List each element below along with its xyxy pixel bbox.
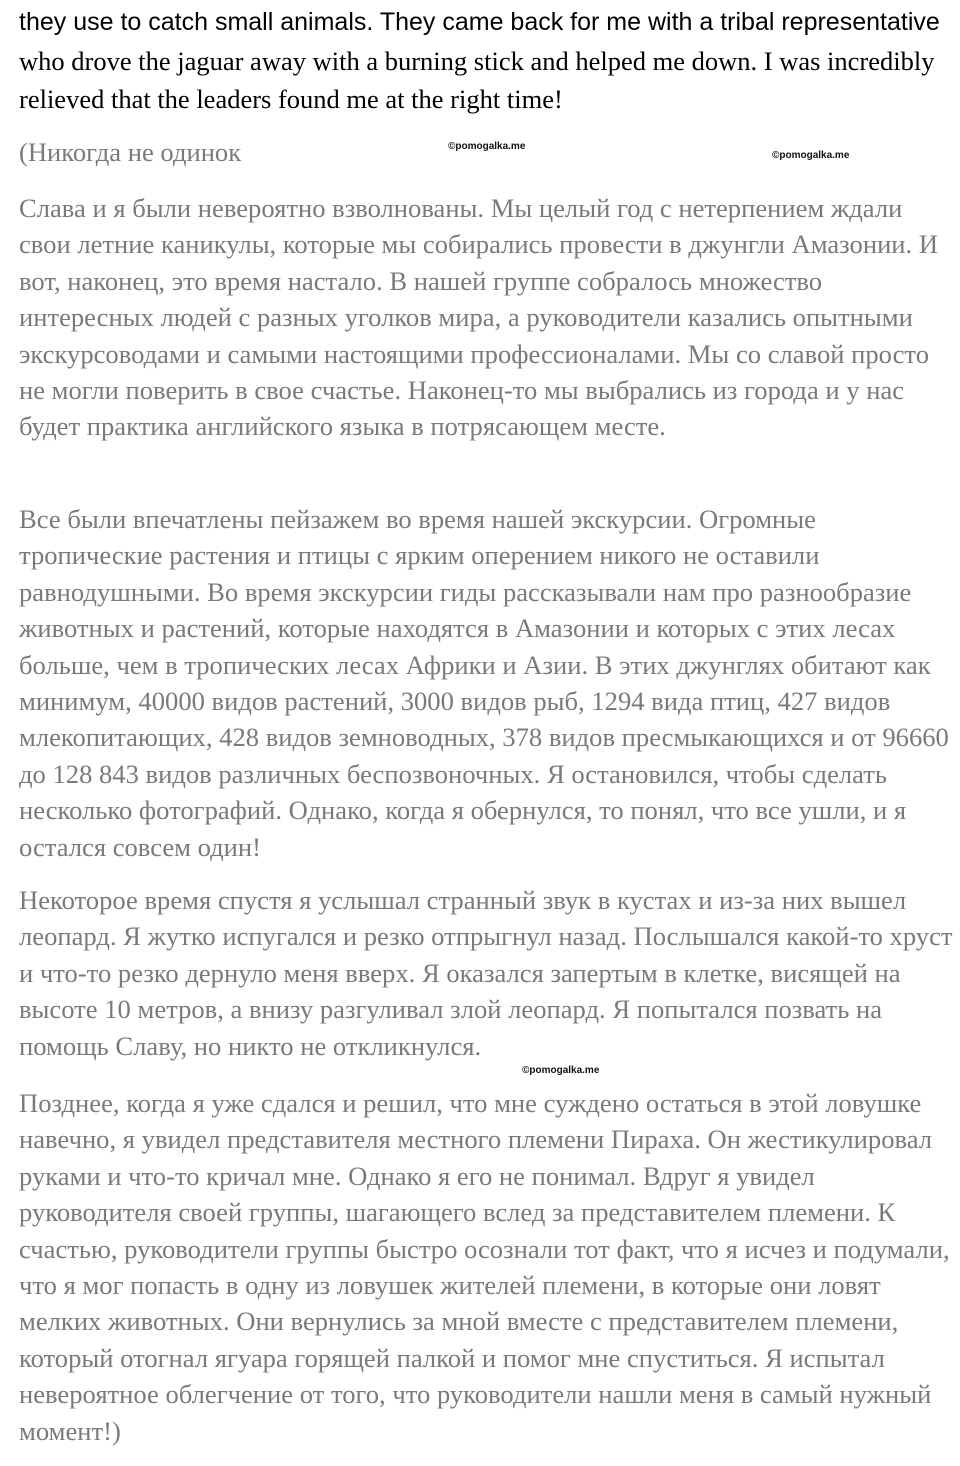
paragraph-2: Все были впечатлены пейзажем во время нашей экскурсии. Огромные тропические растения и птицы с ярким оперением никого не оставили равнодушными. Во время экскурсии гиды рассказывали нам про разнообразие животных и растений, которые находятся в Амазонии и которых с этих лесах больше, чем в тропических лесах Африки и Азии. В этих джунглях обитают как минимум, 40000 видов растений, 3000 видов рыб, 1294 вида птиц, 427 видов млекопитающих, 428 видов земноводных, 378 видов пресмыкающихся и от 96660 до 128 843 видов различных беспозвоночных. Я остановился, чтобы сделать несколько фотографий. Однако, когда я обернулся, то понял, что все ушли, и я остался совсем один!: [19, 504, 949, 862]
english-line-serif: who drove the jaguar away with a burning stick and helped me down. I was incredibly relieved that the leaders found me at the right time!: [19, 45, 935, 114]
english-paragraph: [19, 2, 954, 119]
watermark: ©pomogalka.me: [772, 150, 850, 161]
watermark: ©pomogalka.me: [448, 141, 526, 152]
english-line-sans: they use to catch small animals. They came back for me with a tribal representative: [19, 8, 940, 36]
paragraph-1: Слава и я были невероятно взволнованы. Мы целый год с нетерпением ждали свои летние каникулы, которые мы собирались провести в джунгли Амазонии. И вот, наконец, это время настало. В нашей группе собралось множество интересных людей с разных уголков мира, а руководители казались опытными экскурсоводами и самыми настоящими профессионалами. Мы со славой просто не могли поверить в свое счастье. Наконец-то мы выбрались из города и у нас будет практика английского языка в потрясающем месте.: [19, 193, 939, 442]
paragraph-4: Позднее, когда я уже сдался и решил, что мне суждено остаться в этой ловушке навечно, я увидел представителя местного племени Пираха. Он жестикулировал руками и что-то кричал мне. Однако я его не понимал. Вдруг я увидел руководителя своей группы, шагающего вслед за представителем племени. К счастью, руководители группы быстро осознали тот факт, что я исчез и подумали, что я мог попасть в одну из ловушек жителей племени, в которые они ловят мелких животных. Они вернулись за мной вместе с представителем племени, который отогнал ягуара горящей палкой и помог мне спуститься. Я испытал невероятное облегчение от того, что руководители нашли меня в самый нужный момент!): [19, 1088, 950, 1446]
watermark: ©pomogalka.me: [522, 1065, 600, 1076]
russian-title: (Никогда не одинок: [19, 137, 242, 167]
paragraph-3: Некоторое время спустя я услышал странный звук в кустах и из-за них вышел леопард. Я жутко испугался и резко отпрыгнул назад. Послышался какой-то хруст и что-то резко дернуло меня вверх. Я оказался запертым в клетке, висящей на высоте 10 метров, а внизу разгуливал злой леопард. Я попытался позвать на помощь Славу, но никто не откликнулся.: [19, 885, 953, 1061]
